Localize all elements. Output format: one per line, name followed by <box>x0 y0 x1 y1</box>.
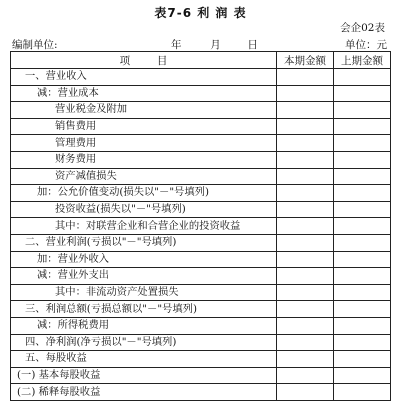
row-label: 其中：非流动资产处置损失 <box>11 284 277 301</box>
current-amount-cell[interactable] <box>277 218 334 235</box>
table-row <box>11 367 391 384</box>
row-label: 减：所得税费用 <box>11 317 277 334</box>
current-amount-cell[interactable] <box>277 351 334 368</box>
row-label: 减：营业成本 <box>11 85 277 102</box>
table-row <box>11 135 391 152</box>
current-amount-cell[interactable] <box>277 85 334 102</box>
table-row <box>11 185 391 202</box>
form-code: 会企02表 <box>340 22 385 34</box>
row-label: (一) 基本每股收益 <box>11 367 277 384</box>
table-row <box>11 351 391 368</box>
header-row <box>11 52 391 69</box>
previous-amount-cell[interactable] <box>334 102 391 119</box>
previous-amount-cell[interactable] <box>334 351 391 368</box>
previous-amount-cell[interactable] <box>334 85 391 102</box>
current-amount-cell[interactable] <box>277 251 334 268</box>
table-row <box>11 284 391 301</box>
table-row <box>11 102 391 119</box>
table-row <box>11 234 391 251</box>
current-amount-cell[interactable] <box>277 234 334 251</box>
previous-amount-cell[interactable] <box>334 268 391 285</box>
current-amount-cell[interactable] <box>277 268 334 285</box>
previous-amount-cell[interactable] <box>334 135 391 152</box>
table-row <box>11 201 391 218</box>
row-label: 其中：对联营企业和合营企业的投资收益 <box>11 218 277 235</box>
table-row <box>11 384 391 401</box>
current-amount-cell[interactable] <box>277 151 334 168</box>
date-year: 年 <box>171 39 182 51</box>
current-amount-cell[interactable] <box>277 185 334 202</box>
table-row <box>11 168 391 185</box>
table-row <box>11 218 391 235</box>
row-label: 加：公允价值变动(损失以"－"号填列) <box>11 185 277 202</box>
row-label: 加：营业外收入 <box>11 251 277 268</box>
current-amount-cell[interactable] <box>277 201 334 218</box>
currency-unit: 单位：元 <box>345 39 387 51</box>
date-month: 月 <box>210 39 221 51</box>
previous-amount-cell[interactable] <box>334 384 391 401</box>
previous-amount-cell[interactable] <box>334 284 391 301</box>
table-row <box>11 151 391 168</box>
table-row <box>11 118 391 135</box>
current-amount-cell[interactable] <box>277 102 334 119</box>
current-amount-cell[interactable] <box>277 334 334 351</box>
row-label: 减：营业外支出 <box>11 268 277 285</box>
date-line <box>171 37 258 52</box>
previous-amount-cell[interactable] <box>334 151 391 168</box>
col-header-previous: 上期金额 <box>334 52 391 69</box>
row-label: 管理费用 <box>11 135 277 152</box>
current-amount-cell[interactable] <box>277 168 334 185</box>
row-label: 财务费用 <box>11 151 277 168</box>
table-row <box>11 69 391 86</box>
table-row <box>11 268 391 285</box>
income-statement-table <box>10 51 391 401</box>
row-label: 销售费用 <box>11 118 277 135</box>
previous-amount-cell[interactable] <box>334 218 391 235</box>
row-label: (二) 稀释每股收益 <box>11 384 277 401</box>
table-row <box>11 317 391 334</box>
row-label: 二、营业利润(亏损以"－"号填列) <box>11 234 277 251</box>
previous-amount-cell[interactable] <box>334 251 391 268</box>
table-row <box>11 85 391 102</box>
current-amount-cell[interactable] <box>277 384 334 401</box>
current-amount-cell[interactable] <box>277 301 334 318</box>
col-header-current: 本期金额 <box>277 52 334 69</box>
previous-amount-cell[interactable] <box>334 168 391 185</box>
current-amount-cell[interactable] <box>277 118 334 135</box>
previous-amount-cell[interactable] <box>334 201 391 218</box>
previous-amount-cell[interactable] <box>334 69 391 86</box>
previous-amount-cell[interactable] <box>334 234 391 251</box>
current-amount-cell[interactable] <box>277 367 334 384</box>
row-label: 三、利润总额(亏损总额以"－"号填列) <box>11 301 277 318</box>
previous-amount-cell[interactable] <box>334 185 391 202</box>
table-row <box>11 301 391 318</box>
row-label: 营业税金及附加 <box>11 102 277 119</box>
previous-amount-cell[interactable] <box>334 367 391 384</box>
col-header-item: 项 目 <box>11 52 277 69</box>
row-label: 投资收益(损失以"－"号填列) <box>11 201 277 218</box>
table-row <box>11 334 391 351</box>
previous-amount-cell[interactable] <box>334 118 391 135</box>
current-amount-cell[interactable] <box>277 284 334 301</box>
row-label: 四、净利润(净亏损以"－"号填列) <box>11 334 277 351</box>
table-row <box>11 251 391 268</box>
previous-amount-cell[interactable] <box>334 334 391 351</box>
row-label: 资产减值损失 <box>11 168 277 185</box>
previous-amount-cell[interactable] <box>334 301 391 318</box>
row-label: 五、每股收益 <box>11 351 277 368</box>
date-day: 日 <box>247 39 258 51</box>
current-amount-cell[interactable] <box>277 69 334 86</box>
preparer-label: 编制单位: <box>12 39 58 51</box>
previous-amount-cell[interactable] <box>334 317 391 334</box>
current-amount-cell[interactable] <box>277 317 334 334</box>
current-amount-cell[interactable] <box>277 135 334 152</box>
statement-title: 表7-6 利 润 表 <box>154 6 247 20</box>
row-label: 一、营业收入 <box>11 69 277 86</box>
